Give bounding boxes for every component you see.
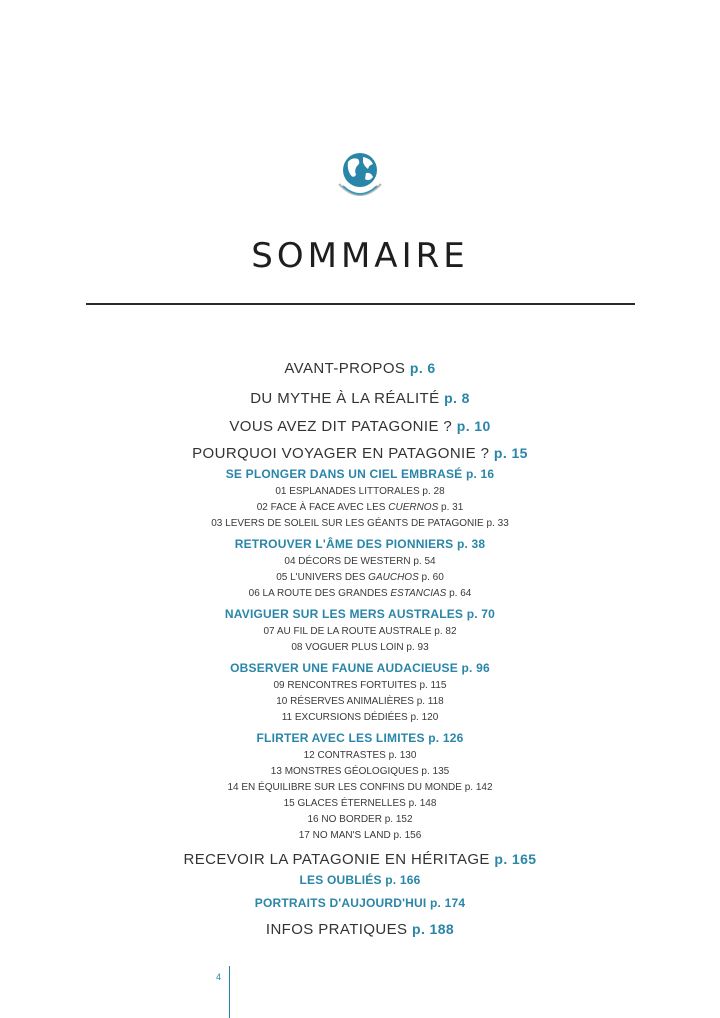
toc-subentry-page: p. 115 <box>419 680 447 691</box>
toc-subentry[interactable] <box>0 570 720 586</box>
toc-subentry-label-italic: ESTANCIAS <box>390 588 447 599</box>
toc-subentry[interactable] <box>0 678 720 694</box>
toc-entry-mythe[interactable] <box>0 386 720 414</box>
toc-section-page: p. 96 <box>461 661 490 675</box>
toc-subentry-label: 01 ESPLANADES LITTORALES <box>275 486 420 497</box>
toc-section-portraits[interactable] <box>0 894 720 918</box>
toc-subentry-label: 16 NO BORDER <box>307 814 382 825</box>
footer-divider <box>229 966 230 1018</box>
toc-subentry[interactable] <box>0 500 720 516</box>
toc-entry-page: p. 15 <box>493 445 528 461</box>
toc-entry-infos[interactable] <box>0 918 720 942</box>
toc-subentry[interactable] <box>0 780 720 796</box>
toc-subentry[interactable] <box>0 764 720 780</box>
toc-section-label: LES OUBLIÉS <box>299 873 382 887</box>
toc-subentry[interactable] <box>0 640 720 659</box>
toc-entry-label: RECEVOIR LA PATAGONIE EN HÉRITAGE <box>183 851 490 868</box>
toc-subentry-label: 10 RÉSERVES ANIMALIÈRES <box>276 696 414 707</box>
toc-section-page: p. 126 <box>428 731 464 745</box>
toc-section-label: PORTRAITS D'AUJOURD'HUI <box>254 896 427 910</box>
toc-entry-page: p. 165 <box>494 851 537 867</box>
toc-subentry-label: 09 RENCONTRES FORTUITES <box>273 680 417 691</box>
toc-section-label: NAVIGUER SUR LES MERS AUSTRALES <box>224 607 464 621</box>
toc-section-page: p. 166 <box>385 873 421 887</box>
toc-entry-label: DU MYTHE À LA RÉALITÉ <box>250 390 440 407</box>
toc-entry-avant-propos[interactable] <box>0 356 720 386</box>
toc-subentry-page: p. 135 <box>421 766 450 777</box>
toc-subentry-page: p. 54 <box>413 556 436 567</box>
toc-subentry[interactable] <box>0 828 720 848</box>
page-title: SOMMAIRE <box>251 236 469 276</box>
toc-subentry-page: p. 31 <box>441 502 464 513</box>
toc-subentry[interactable] <box>0 586 720 605</box>
toc-subentry-page: p. 130 <box>388 750 417 761</box>
toc-section-page: p. 38 <box>456 537 486 551</box>
toc-entry-patagonie[interactable] <box>0 414 720 442</box>
page-number: 4 <box>216 972 222 982</box>
toc-subentry[interactable] <box>0 484 720 500</box>
toc-subentry-label: 17 NO MAN'S LAND <box>298 830 391 841</box>
toc-subentry-label: 02 FACE À FACE AVEC LES <box>256 502 389 513</box>
toc-entry-heritage[interactable] <box>0 848 720 871</box>
toc-subentry[interactable] <box>0 796 720 812</box>
toc-section-ciel[interactable] <box>0 465 720 484</box>
toc-subentry-page: p. 142 <box>464 782 493 793</box>
toc-entry-page: p. 188 <box>412 921 455 937</box>
toc-subentry[interactable] <box>0 554 720 570</box>
toc-subentry-page: p. 60 <box>421 572 444 583</box>
toc-subentry-label: 11 EXCURSIONS DÉDIÉES <box>281 712 408 723</box>
toc-section-page: p. 16 <box>465 467 495 481</box>
toc-subentry-label-italic: CUERNOS <box>388 502 439 513</box>
toc-entry-label: INFOS PRATIQUES <box>265 921 408 938</box>
toc-section-limites[interactable] <box>0 729 720 748</box>
toc-section-pionniers[interactable] <box>0 535 720 554</box>
toc-subentry[interactable] <box>0 694 720 710</box>
toc-subentry-label: 14 EN ÉQUILIBRE SUR LES CONFINS DU MONDE <box>227 782 462 793</box>
title-divider <box>86 303 635 305</box>
toc-section-faune[interactable] <box>0 659 720 678</box>
toc-entry-label: POURQUOI VOYAGER EN PATAGONIE ? <box>192 445 490 462</box>
toc-subentry-page: p. 33 <box>486 518 509 529</box>
toc-subentry-page: p. 118 <box>416 696 444 707</box>
toc-entry-label: AVANT-PROPOS <box>284 360 406 377</box>
toc-section-label: FLIRTER AVEC LES LIMITES <box>256 731 425 745</box>
toc-section-page: p. 70 <box>466 607 496 621</box>
toc-subentry[interactable] <box>0 748 720 764</box>
toc-subentry-page: p. 152 <box>384 814 413 825</box>
toc-section-label: RETROUVER L'ÂME DES PIONNIERS <box>234 537 454 551</box>
toc-entry-label: VOUS AVEZ DIT PATAGONIE ? <box>229 418 453 435</box>
toc-subentry-label: 04 DÉCORS DE WESTERN <box>284 556 411 567</box>
toc-section-label: OBSERVER UNE FAUNE AUDACIEUSE <box>230 661 458 675</box>
toc-entry-page: p. 6 <box>409 360 436 376</box>
toc-entry-page: p. 10 <box>456 418 491 434</box>
toc-section-oublies[interactable] <box>0 871 720 894</box>
toc-subentry-page: p. 28 <box>422 486 445 497</box>
toc-subentry-label: 03 LEVERS DE SOLEIL SUR LES GÉANTS DE PATAGONIE <box>211 518 484 529</box>
toc-entry-page: p. 8 <box>444 390 470 406</box>
toc-section-label: SE PLONGER DANS UN CIEL EMBRASÉ <box>225 467 463 481</box>
toc-subentry-label: 07 AU FIL DE LA ROUTE AUSTRALE <box>263 626 432 637</box>
toc-subentry-label-italic: GAUCHOS <box>368 572 419 583</box>
toc-subentry-label: 08 VOGUER PLUS LOIN <box>291 642 404 653</box>
toc-subentry-page: p. 148 <box>408 798 437 809</box>
toc-subentry-page: p. 156 <box>393 830 422 841</box>
toc-subentry[interactable] <box>0 624 720 640</box>
toc-subentry-label: 06 LA ROUTE DES GRANDES <box>248 588 391 599</box>
toc-subentry-page: p. 120 <box>410 712 439 723</box>
toc-subentry-label: 12 CONTRASTES <box>303 750 386 761</box>
toc-subentry[interactable] <box>0 710 720 729</box>
toc-subentry[interactable] <box>0 812 720 828</box>
globe-icon <box>333 148 387 202</box>
toc-subentry-label: 05 L'UNIVERS DES <box>276 572 369 583</box>
toc-subentry-page: p. 82 <box>434 626 457 637</box>
toc-subentry-label: 15 GLACES ÉTERNELLES <box>283 798 406 809</box>
toc-entry-pourquoi[interactable] <box>0 442 720 465</box>
table-of-contents <box>0 356 720 942</box>
toc-section-mers[interactable] <box>0 605 720 624</box>
toc-subentry-page: p. 64 <box>449 588 472 599</box>
toc-subentry-label: 13 MONSTRES GÉOLOGIQUES <box>270 766 419 777</box>
toc-section-page: p. 174 <box>429 896 466 910</box>
toc-subentry-page: p. 93 <box>406 642 429 653</box>
toc-subentry[interactable] <box>0 516 720 535</box>
